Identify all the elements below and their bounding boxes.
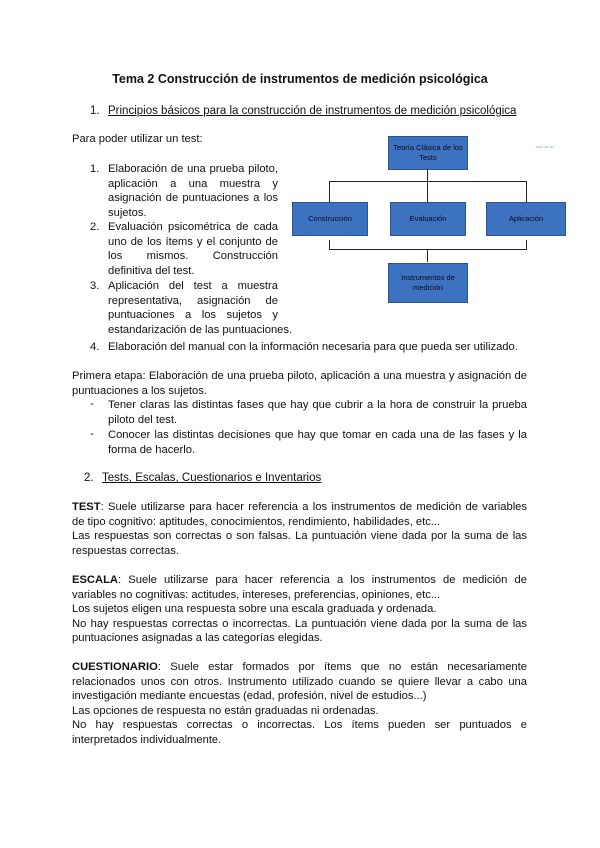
cuestionario-line: No hay respuestas correctas o incorrectas. Los ítems pueden ser puntuados e interpretados individualmente. (72, 719, 527, 746)
bullet-text: Tener claras las distintas fases que hay que cubrir a la hora de construir la prueba piloto del test. (108, 399, 527, 426)
stage1-text: Primera etapa: Elaboración de una prueba piloto, aplicación a una muestra y asignación de puntuaciones a los sujetos. (72, 370, 527, 397)
connector (427, 250, 428, 262)
escala-line: No hay respuestas correctas o incorrectas. La puntuación viene dada por la suma de las puntuaciones asignadas a las categorías elegidas. (72, 617, 527, 645)
list-line: Aplicación del test a muestra (108, 280, 278, 292)
test-def: : Suele utilizarse para hacer referencia a los instrumentos de medición de variables de tipo cognitivo: aptitudes, conocimientos, rendimiento, habilidades, etc... (72, 501, 527, 528)
section-2-heading (84, 472, 321, 484)
list-line: Evaluación psicométrica de cada (108, 221, 278, 233)
section-title: Tests, Escalas, Cuestionarios e Inventarios (102, 472, 322, 484)
test-block (72, 500, 527, 558)
connector (329, 240, 330, 249)
list-line: sujetos. (108, 206, 147, 219)
cuestionario-line: Las opciones de respuesta no están graduadas ni ordenadas. (72, 704, 379, 717)
list-line: representativa, asignación de (108, 294, 278, 307)
connector (427, 169, 428, 181)
list-line: estandarización de las puntuaciones. (108, 323, 293, 336)
bullet-text: Conocer las distintas decisiones que hay que tomar en cada una de las fases y la forma de hacerlo. (108, 429, 527, 456)
list-line: Elaboración del manual con la información necesaria para que pueda ser utilizado. (108, 341, 518, 353)
section-number: 1. (90, 105, 100, 117)
escala-line: Los sujetos eligen una respuesta sobre una escala graduada y ordenada. (72, 603, 437, 616)
diagram-watermark: ••••• ••• ••• (536, 144, 554, 149)
list-line: aplicación a una muestra y (108, 177, 278, 190)
page-title: Tema 2 Construcción de instrumentos de medición psicológica (112, 72, 488, 86)
term-escala: ESCALA (72, 574, 118, 586)
diagram-box-aplicacion: Aplicación (486, 202, 566, 236)
list-number: 3. (90, 280, 100, 292)
diagram-box-top: Teoría Clásica de los Tests (388, 136, 468, 170)
connector (329, 249, 527, 250)
section-1-heading (90, 105, 516, 117)
term-cuestionario: CUESTIONARIO (72, 661, 158, 673)
cuestionario-def: : Suele estar formados por ítems que no están necesariamente relacionados unos con otros. Instrumento utilizado cuando se quiere llevar a cabo una investigación mediante encuestas (edad, profesión, nivel de estudios...) (72, 661, 527, 703)
bullet-mark: - (90, 398, 94, 410)
diagram-box-construccion: Construcción (292, 202, 368, 236)
list-line: definitiva del test. (108, 264, 195, 277)
test-line: Las respuestas son correctas o son falsas. La puntuación viene dada por la suma de las respuestas correctas. (72, 530, 527, 557)
connector (329, 181, 330, 202)
list-line: los mismos. Construcción (108, 250, 278, 263)
list-line: Elaboración de una prueba piloto, (108, 163, 278, 175)
list-line: puntuaciones a los sujetos y (108, 309, 278, 322)
escala-def: : Suele utilizarse para hacer referencia a los instrumentos de medición de variables no cognitivas: actitudes, intereses, preferencias, opiniones, etc... (72, 574, 527, 601)
list-line: uno de los ítems y el conjunto de (108, 235, 278, 248)
list-number: 1. (90, 163, 100, 175)
connector (526, 240, 527, 249)
list-number: 2. (90, 221, 100, 233)
list-number: 4. (90, 341, 100, 353)
escala-block (72, 573, 527, 646)
section-number: 2. (84, 472, 94, 484)
intro-text: Para poder utilizar un test: (72, 133, 203, 145)
diagram-box-evaluacion: Evaluación (390, 202, 466, 236)
connector (427, 181, 428, 202)
term-test: TEST (72, 501, 101, 513)
connector (526, 181, 527, 202)
section-title: Principios básicos para la construcción de instrumentos de medición psicológica (108, 105, 517, 117)
connector (329, 181, 527, 182)
cuestionario-block (72, 660, 527, 748)
bullet-mark: - (90, 428, 94, 440)
list-line: asignación de puntuaciones a los (108, 192, 278, 205)
diagram-box-bottom: Instrumentos de medición (388, 263, 468, 303)
